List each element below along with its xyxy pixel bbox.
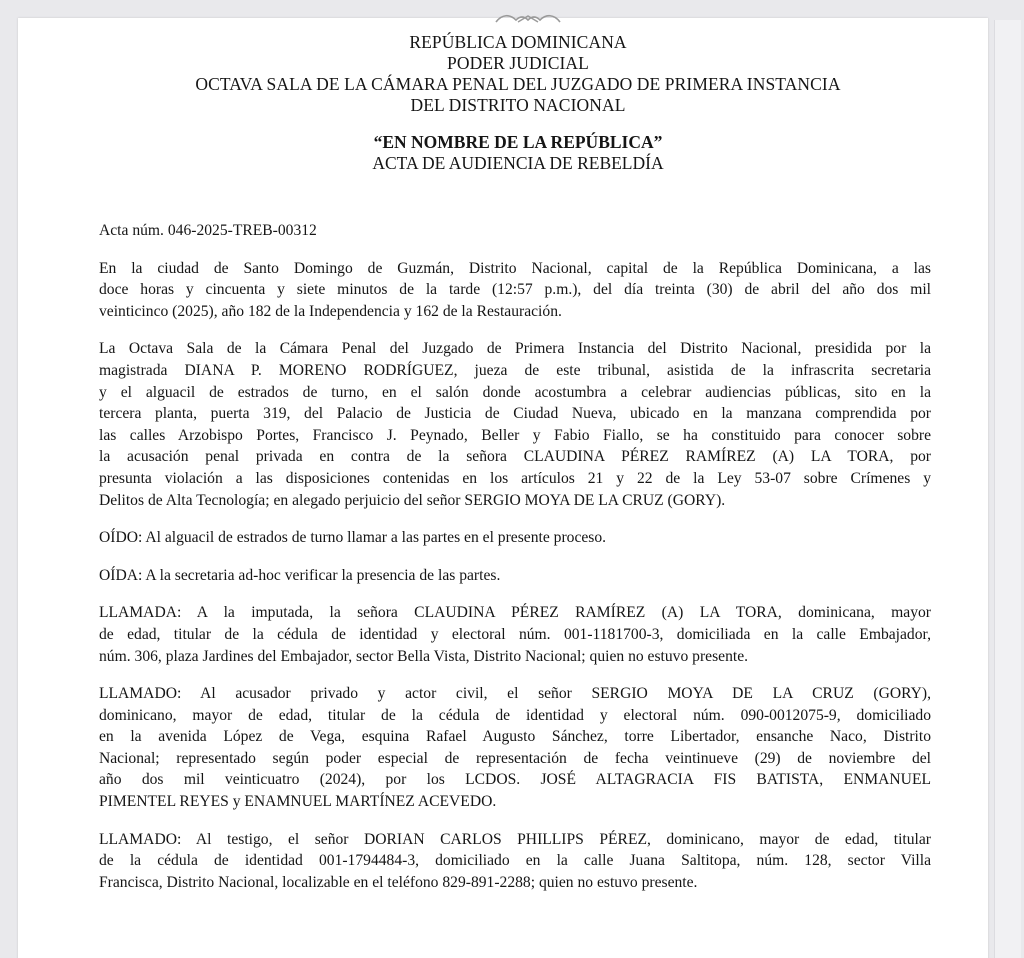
acta-number: Acta núm. 046-2025-TREB-00312 [99, 222, 317, 239]
header-branch: PODER JUDICIAL [447, 53, 589, 73]
paragraph-court-constitution: La Octava Sala de la Cámara Penal del Juzgado de Primera Instancia del Distrito Nacional, presidida por la magistrada DIANA P. MORENO RODRÍGUEZ, jueza de este tribunal, asistida de la infrascrita secretaria y el alguacil de estrados de turno, en el salón donde acostumbra a celebrar audiencias públicas, sito en la tercera planta, puerta 319, del Palacio de Justicia de Ciudad Nueva, ubicado en la manzana comprendida por las calles Arzobispo Portes, Francisco J. Peynado, Beller y Fabio Fiallo, se ha constituido para conocer sobre la acusación penal privada en contra de la señora CLAUDINA PÉREZ RAMÍREZ (A) LA TORA, por presunta violación a las disposiciones contenidas en los artículos 21 y 22 de la Ley 53-07 sobre Crímenes y Delitos de Alta Tecnología; en alegado perjuicio del señor SERGIO MOYA DE LA CRUZ (GORY). [99, 340, 931, 509]
paragraph-oida: OÍDA: A la secretaria ad-hoc verificar la presencia de las partes. [99, 566, 501, 584]
coat-of-arms-emblem [488, 12, 568, 26]
paragraph-oido: OÍDO: Al alguacil de estrados de turno llamar a las partes en el presente proceso. [99, 529, 607, 547]
vertical-scrollbar[interactable] [994, 20, 1021, 958]
header-district: DEL DISTRITO NACIONAL [410, 95, 626, 115]
document-title-block [18, 132, 1018, 174]
document-header [18, 32, 1018, 116]
paragraph-llamada-imputada: LLAMADA: A la imputada, la señora CLAUDINA PÉREZ RAMÍREZ (A) LA TORA, dominicana, mayor de edad, titular de la cédula de identidad y electoral núm. 001-1181700-3, domiciliada en la calle Embajador, núm. 306, plaza Jardines del Embajador, sector Bella Vista, Distrito Nacional; quien no estuvo presente. [99, 604, 931, 665]
paragraph-llamado-acusador: LLAMADO: Al acusador privado y actor civil, el señor SERGIO MOYA DE LA CRUZ (GORY), dominicano, mayor de edad, titular de la cédula de identidad y electoral núm. 090-0012075-9, domiciliado en la avenida López de Vega, esquina Rafael Augusto Sánchez, torre Libertador, ensanche Naco, Distrito Nacional; representado según poder especial de representación de fecha veintinueve (29) de noviembre del año dos mil veinticuatro (2024), por los LCDOS. JOSÉ ALTAGRACIA FIS BATISTA, ENMANUEL PIMENTEL REYES y ENAMNUEL MARTÍNEZ ACEVEDO. [99, 685, 931, 811]
paragraph-opening: En la ciudad de Santo Domingo de Guzmán, Distrito Nacional, capital de la República Dominicana, a las doce horas y cincuenta y siete minutos de la tarde (12:57 p.m.), del día treinta (30) de abril del año dos mil veinticinco (2025), año 182 de la Independencia y 162 de la Restauración. [99, 259, 931, 320]
paragraph-llamado-testigo: LLAMADO: Al testigo, el señor DORIAN CARLOS PHILLIPS PÉREZ, dominicano, mayor de edad, titular de la cédula de identidad 001-1794484-3, domiciliado en la calle Juana Saltitopa, núm. 128, sector Villa Francisca, Distrito Nacional, localizable en el teléfono 829-891-2288; quien no estuvo presente. [99, 830, 931, 891]
document-body [99, 220, 931, 893]
document-title: ACTA DE AUDIENCIA DE REBELDÍA [372, 153, 664, 173]
document-page [18, 18, 988, 958]
header-country: REPÚBLICA DOMINICANA [409, 32, 627, 52]
header-court: OCTAVA SALA DE LA CÁMARA PENAL DEL JUZGADO DE PRIMERA INSTANCIA [195, 74, 841, 94]
motto-title: “EN NOMBRE DE LA REPÚBLICA” [373, 132, 663, 152]
